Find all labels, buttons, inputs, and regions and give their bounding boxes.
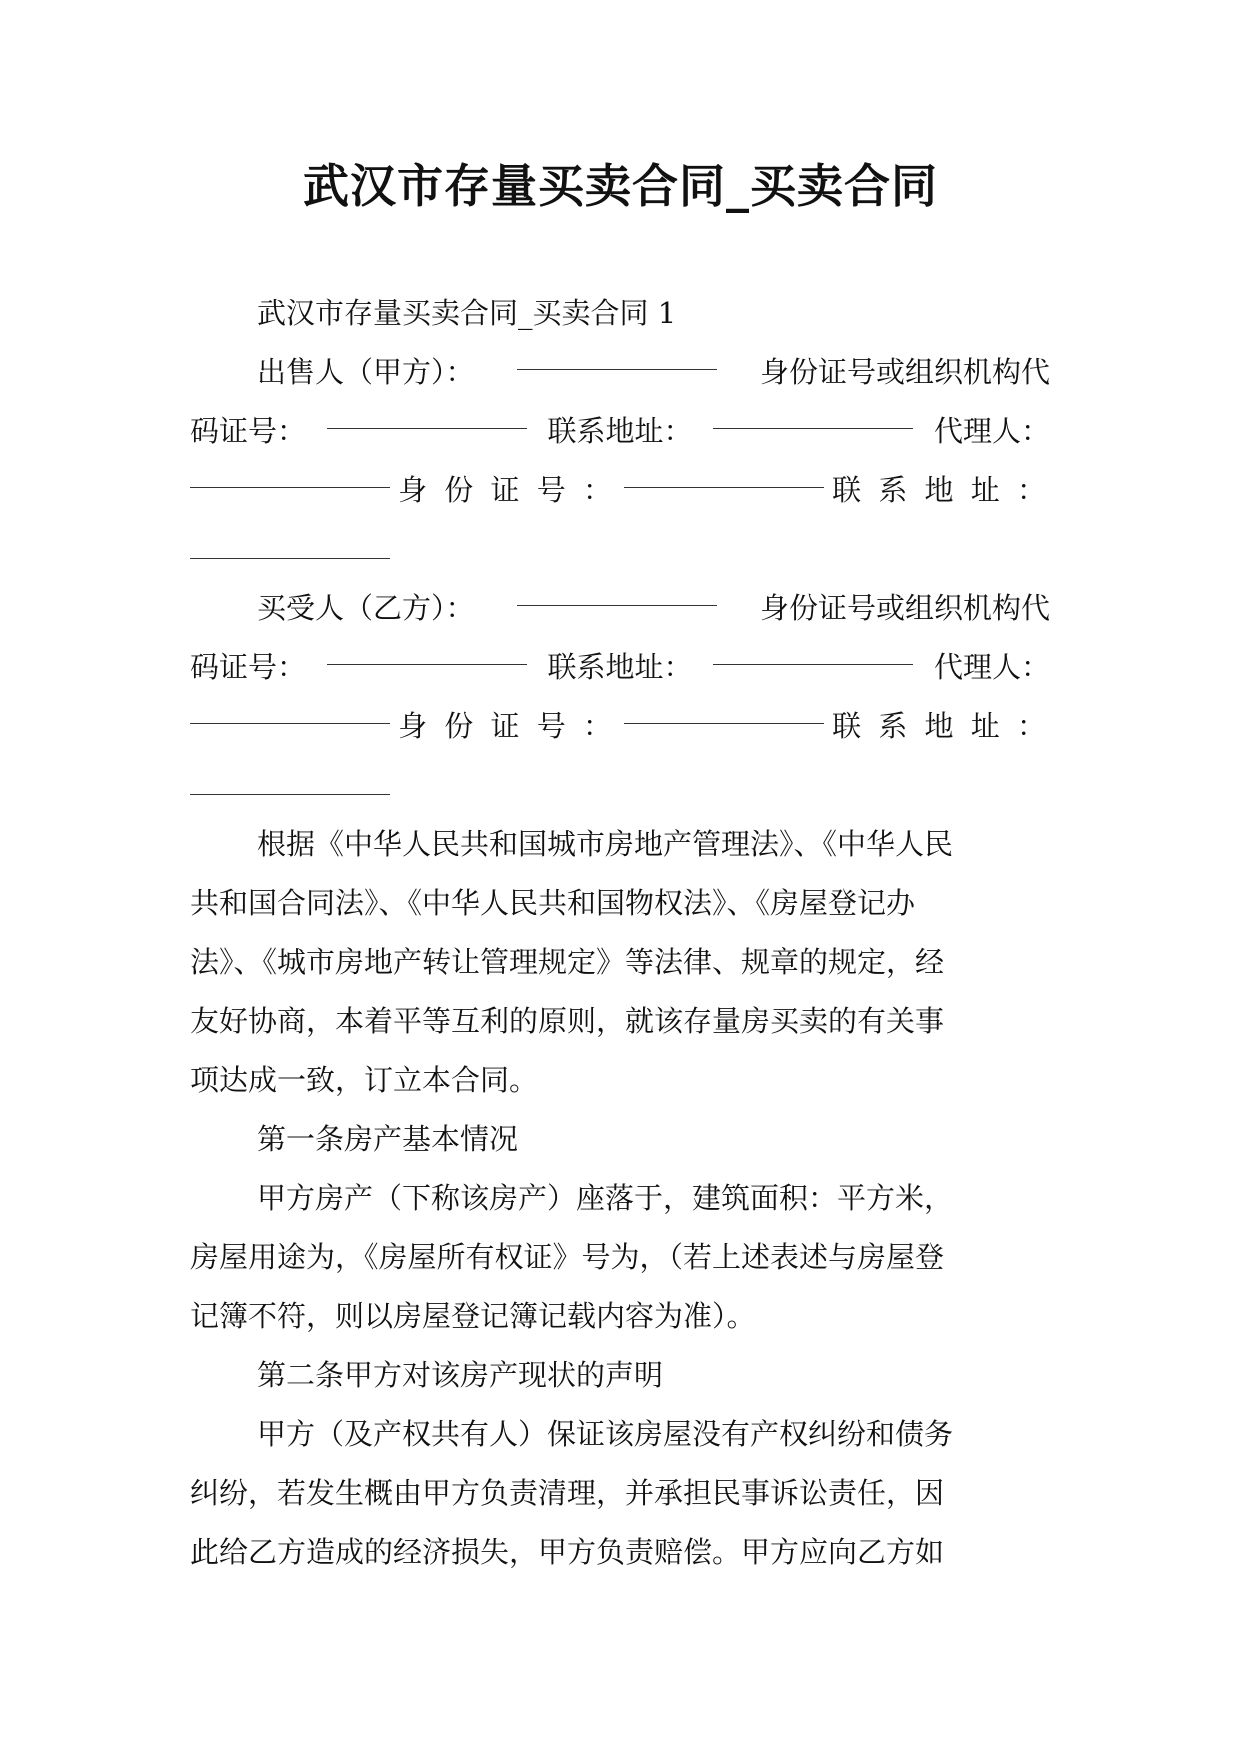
basis-line-4: 友好协商，本着平等互利的原则，就该存量房买卖的有关事 <box>190 1004 945 1038</box>
basis-line-2: 共和国合同法》、《中华人民共和国物权法》、《房屋登记办 <box>190 886 916 920</box>
seller-address-label: 联系地址： <box>547 414 693 448</box>
seller-line-4 <box>190 520 1050 579</box>
seller-line-2 <box>190 402 1050 461</box>
buyer-name-blank[interactable] <box>517 579 717 606</box>
buyer-code-blank[interactable] <box>327 638 527 665</box>
buyer-line-2 <box>190 638 1050 697</box>
buyer-agent-address-label: 联 系 地 址 ： <box>832 709 1050 743</box>
seller-code-label: 码证号： <box>190 414 307 448</box>
article2-heading: 第二条甲方对该房产现状的声明 <box>257 1358 664 1392</box>
seller-agent-address-label: 联 系 地 址 ： <box>832 473 1050 507</box>
article2-line-3: 此给乙方造成的经济损失，甲方负责赔偿。甲方应向乙方如 <box>190 1535 945 1569</box>
seller-agent-label: 代理人： <box>933 414 1050 448</box>
buyer-address-blank[interactable] <box>713 638 913 665</box>
seller-line-3 <box>190 461 1050 520</box>
seller-name-blank[interactable] <box>517 343 717 370</box>
seller-id-label: 身份证号或组织机构代 <box>759 355 1050 389</box>
buyer-line-1 <box>190 579 1050 638</box>
article1-line-3: 记簿不符，则以房屋登记簿记载内容为准）。 <box>190 1299 756 1333</box>
document-subtitle: 武汉市存量买卖合同_买卖合同 1 <box>257 296 677 330</box>
buyer-address-label: 联系地址： <box>547 650 693 684</box>
basis-line-1: 根据《中华人民共和国城市房地产管理法》、《中华人民 <box>257 827 954 861</box>
buyer-agent-address-blank[interactable] <box>190 768 390 795</box>
article1-line-1: 甲方房产（下称该房产）座落于，建筑面积：平方米， <box>257 1181 954 1215</box>
basis-line-5: 项达成一致，订立本合同。 <box>190 1063 539 1097</box>
seller-address-blank[interactable] <box>713 402 913 429</box>
buyer-label: 买受人（乙方）： <box>257 591 475 625</box>
buyer-agent-id-blank[interactable] <box>624 697 824 724</box>
buyer-code-label: 码证号： <box>190 650 307 684</box>
article2-line-2: 纠纷，若发生概由甲方负责清理，并承担民事诉讼责任，因 <box>190 1476 945 1510</box>
buyer-id-label: 身份证号或组织机构代 <box>759 591 1050 625</box>
buyer-line-3 <box>190 697 1050 756</box>
article1-line-2: 房屋用途为，《房屋所有权证》号为，（若上述表述与房屋登 <box>190 1240 945 1274</box>
seller-agent-id-label: 身 份 证 号 ： <box>398 473 616 507</box>
article2-line-1: 甲方（及产权共有人）保证该房屋没有产权纠纷和债务 <box>257 1417 954 1451</box>
seller-line-1 <box>190 343 1050 402</box>
document-title: 武汉市存量买卖合同_买卖合同 <box>303 159 938 213</box>
buyer-line-4 <box>190 756 1050 815</box>
buyer-agent-blank[interactable] <box>190 697 390 724</box>
buyer-agent-label: 代理人： <box>933 650 1050 684</box>
seller-agent-address-blank[interactable] <box>190 532 390 559</box>
article1-heading: 第一条房产基本情况 <box>257 1122 519 1156</box>
basis-line-3: 法》、《城市房地产转让管理规定》等法律、规章的规定，经 <box>190 945 945 979</box>
seller-agent-blank[interactable] <box>190 461 390 488</box>
document-body <box>190 284 1050 1582</box>
buyer-agent-id-label: 身 份 证 号 ： <box>398 709 616 743</box>
seller-code-blank[interactable] <box>327 402 527 429</box>
seller-label: 出售人（甲方）： <box>257 355 475 389</box>
seller-agent-id-blank[interactable] <box>624 461 824 488</box>
